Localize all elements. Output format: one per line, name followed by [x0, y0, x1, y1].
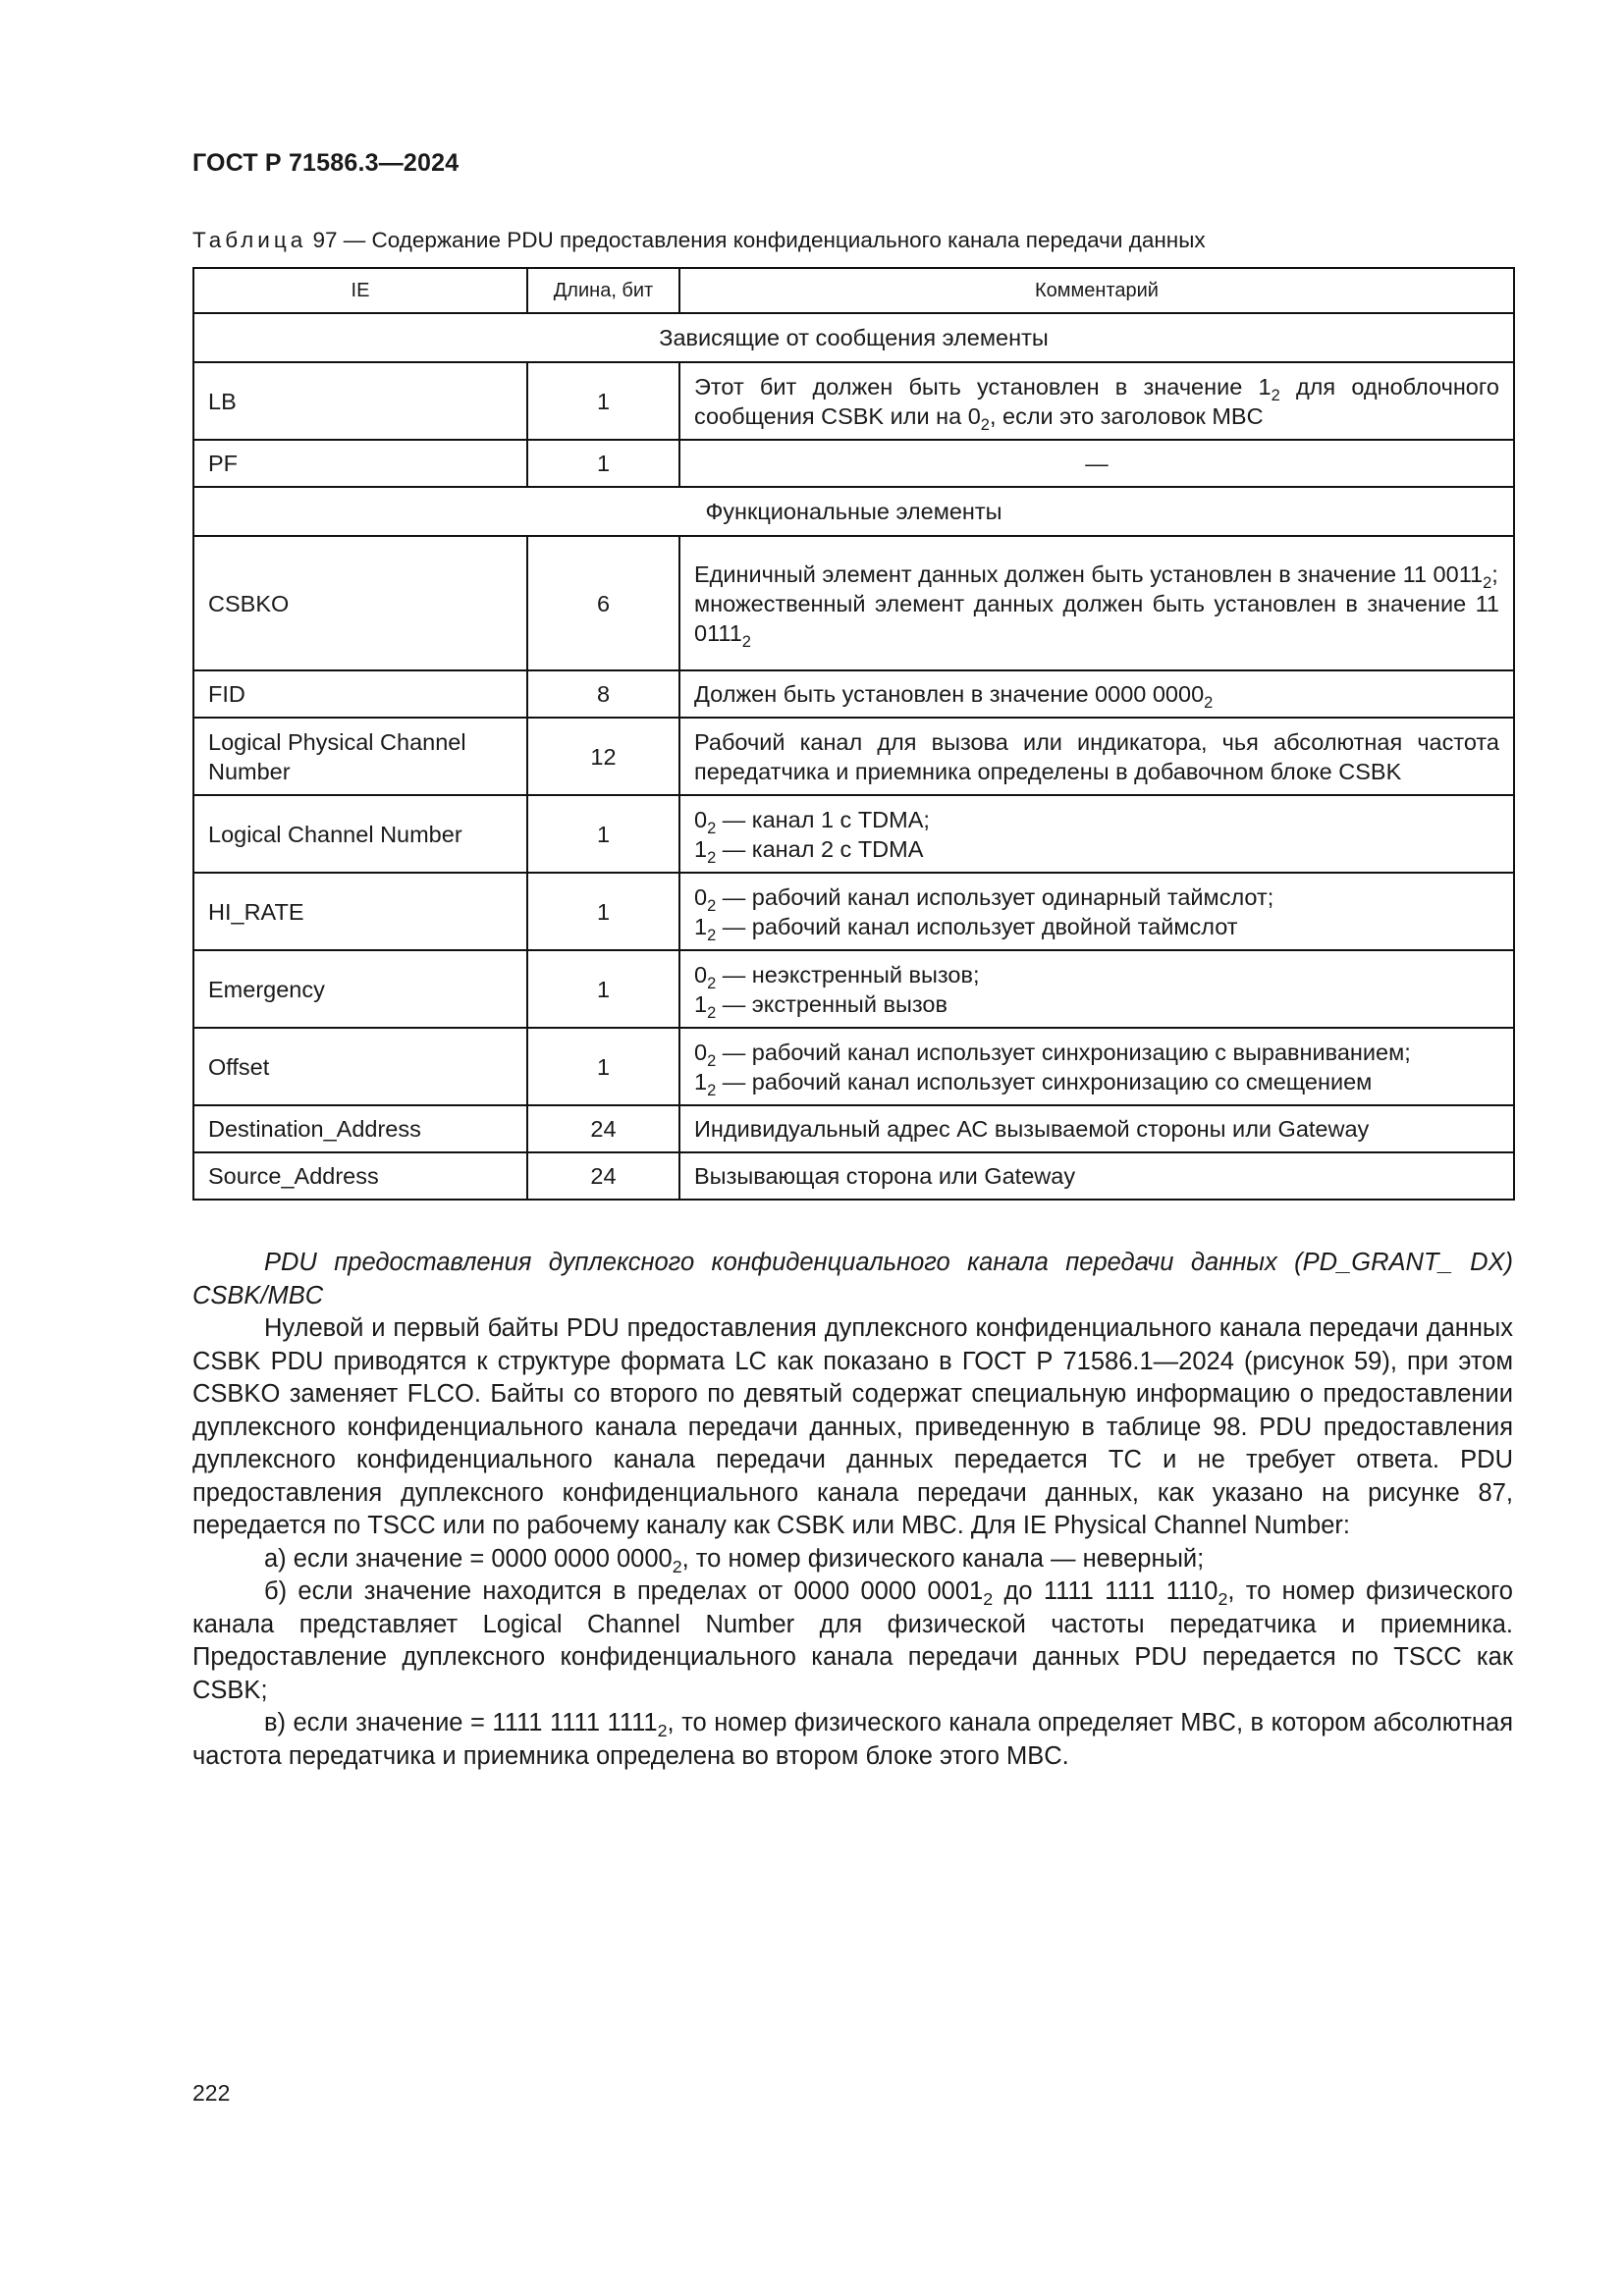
cell-comment: [679, 1028, 1514, 1105]
section-heading: PDU предоставления дуплексного конфиденциального канала передачи данных (PD_GRANT_ DX) CSBK/MBC: [192, 1249, 1513, 1309]
list-item-b: [192, 1575, 1513, 1707]
cell-comment: Рабочий канал для вызова или индикатора, чья абсолютная частота передатчика и приемника определены в добавочном блоке CSBK: [679, 718, 1514, 795]
comment-text: Единичный элемент данных должен быть установлен в значение 11 0011: [694, 561, 1484, 587]
list-text: в) если значение = 1111 1111 1111: [264, 1709, 658, 1736]
list-text: а) если значение = 0000 0000 0000: [264, 1544, 673, 1573]
subscript: 2: [707, 1081, 717, 1099]
cell-ie: Offset: [193, 1028, 527, 1105]
body-paragraph: Нулевой и первый байты PDU предоставления дуплексного конфиденциального канала передачи данных CSBK PDU приводятся к структуре формата LC как показано в ГОСТ Р 71586.1—2024 (рисунок 59), при этом CSBKO заменяет FLCO. Байты со второго по девятый содержат специальную информацию о предоставлении дуплексного конфиденциального канала передачи данных, приведенную в таблице 98. PDU предоставления дуплексного конфиденциального канала передачи данных передается ТС и не требует ответа. PDU предоставления дуплексного конфиденциального канала передачи данных, как указано на рисунке 87, передается по TSCC или по рабочему каналу как CSBK или MBC. Для IE Physical Channel Number:: [192, 1314, 1513, 1539]
table-row: [193, 362, 1514, 440]
comment-text: — рабочий канал использует синхронизацию со смещением: [716, 1068, 1373, 1095]
table-row: [193, 795, 1514, 873]
bit-value: 0: [694, 806, 708, 832]
subscript: 2: [1218, 1589, 1228, 1610]
subscript: 2: [1483, 573, 1492, 592]
list-text: , то номер физического канала — неверный;: [681, 1544, 1205, 1573]
cell-ie: Emergency: [193, 950, 527, 1028]
cell-length: 1: [527, 440, 679, 487]
subscript: 2: [707, 848, 717, 867]
cell-comment: —: [679, 440, 1514, 487]
table-row: [193, 440, 1514, 487]
column-header-comment: Комментарий: [679, 268, 1514, 313]
cell-comment: Индивидуальный адрес АС вызываемой стороны или Gateway: [679, 1105, 1514, 1152]
list-text: до 1111 1111 1110: [993, 1577, 1218, 1605]
table-row: [193, 1105, 1514, 1152]
subscript: 2: [707, 1051, 717, 1070]
cell-length: 6: [527, 536, 679, 670]
table-caption-text: 97 — Содержание PDU предоставления конфиденциального канала передачи данных: [306, 228, 1206, 252]
body-text: [192, 1247, 1513, 1773]
bit-value: 0: [694, 961, 708, 988]
comment-text: — рабочий канал использует синхронизацию с выравниванием;: [716, 1039, 1411, 1065]
comment-text: Должен быть установлен в значение 0000 0000: [694, 681, 1205, 707]
comment-text: для одноблочного сообщения CSBK или на 0: [694, 373, 1499, 429]
comment-line: [694, 1038, 1499, 1070]
cell-comment: [679, 795, 1514, 873]
list-item-c: [192, 1707, 1513, 1773]
cell-length: 12: [527, 718, 679, 795]
cell-length: 1: [527, 950, 679, 1028]
list-text: , то номер физического канала определяет MBC, в котором абсолютная частота передатчика и приемника определена во втором блоке этого MBC.: [192, 1709, 1514, 1770]
table-row: [193, 950, 1514, 1028]
table-row: [193, 670, 1514, 718]
list-text: , то номер физического канала представляет Logical Channel Number для физической частоты передатчика и приемника. Предоставление дуплексного конфиденциального канала передачи данных PDU передается по TSCC как CSBK;: [192, 1577, 1513, 1704]
cell-comment: [679, 950, 1514, 1028]
subscript: 2: [707, 896, 717, 915]
comment-text: — неэкстренный вызов;: [716, 961, 980, 988]
cell-length: 1: [527, 1028, 679, 1105]
cell-length: 8: [527, 670, 679, 718]
comment-text: — экстренный вызов: [716, 990, 947, 1017]
section-functional: Функциональные элементы: [193, 487, 1514, 536]
comment-line: [694, 882, 1499, 915]
subscript: 2: [707, 1003, 717, 1022]
comment-text: — рабочий канал использует одинарный таймслот;: [716, 883, 1274, 910]
table-header-row: [193, 268, 1514, 313]
comment-line: [694, 960, 1499, 992]
bit-value: 0: [694, 883, 708, 910]
page-number: 222: [192, 2080, 231, 2106]
cell-ie: FID: [193, 670, 527, 718]
section-row: [193, 313, 1514, 362]
table-row: [193, 718, 1514, 795]
subscript: 2: [707, 974, 717, 992]
subscript: 2: [983, 1589, 994, 1610]
comment-text: — канал 1 с TDMA;: [716, 806, 930, 832]
document-header: ГОСТ Р 71586.3—2024: [192, 149, 460, 177]
cell-comment: [679, 362, 1514, 440]
cell-ie: HI_RATE: [193, 873, 527, 950]
comment-text: множественный элемент данных должен быть установлен в значение 11 0111: [694, 590, 1499, 646]
subscript: 2: [657, 1721, 668, 1741]
cell-ie: PF: [193, 440, 527, 487]
comment-text: — рабочий канал использует двойной таймслот: [716, 913, 1238, 939]
cell-comment: [679, 536, 1514, 670]
cell-ie: Logical Physical Channel Number: [193, 718, 527, 795]
table-row: [193, 873, 1514, 950]
section-message-dependent: Зависящие от сообщения элементы: [193, 313, 1514, 362]
comment-line: [694, 1067, 1499, 1099]
cell-comment: [679, 670, 1514, 718]
table-row: [193, 536, 1514, 670]
comment-text: , если это заголовок MBC: [989, 402, 1264, 429]
cell-ie: LB: [193, 362, 527, 440]
bit-value: 0: [694, 1039, 708, 1065]
cell-length: 1: [527, 873, 679, 950]
list-text: б) если значение находится в пределах от 0000 0000 0001: [264, 1577, 984, 1605]
bit-value: 1: [694, 835, 708, 862]
comment-line: [694, 989, 1499, 1022]
subscript: 2: [1204, 693, 1214, 712]
pdu-content-table: [192, 267, 1515, 1201]
comment-line: [694, 834, 1499, 867]
table-caption-prefix: Таблица: [192, 228, 307, 252]
comment-text: — канал 2 с TDMA: [716, 835, 924, 862]
subscript: 2: [707, 926, 717, 944]
cell-comment: [679, 873, 1514, 950]
subscript: 2: [980, 415, 990, 434]
list-item-a: [192, 1543, 1513, 1576]
cell-ie: Destination_Address: [193, 1105, 527, 1152]
table-row: [193, 1152, 1514, 1200]
bit-value: 1: [694, 990, 708, 1017]
cell-length: 1: [527, 795, 679, 873]
cell-length: 24: [527, 1105, 679, 1152]
cell-ie: CSBKO: [193, 536, 527, 670]
cell-comment: Вызывающая сторона или Gateway: [679, 1152, 1514, 1200]
bit-value: 1: [694, 913, 708, 939]
table-caption: [192, 228, 1206, 253]
column-header-length: Длина, бит: [527, 268, 679, 313]
cell-ie: Logical Channel Number: [193, 795, 527, 873]
comment-line: [694, 805, 1499, 837]
subscript: 2: [741, 632, 751, 651]
column-header-ie: IE: [193, 268, 527, 313]
table-row: [193, 1028, 1514, 1105]
comment-text: Этот бит должен быть установлен в значение 1: [694, 373, 1272, 400]
cell-length: 24: [527, 1152, 679, 1200]
subscript: 2: [707, 819, 717, 837]
subscript: 2: [672, 1556, 682, 1576]
subscript: 2: [1271, 386, 1280, 404]
comment-text: ;: [1491, 561, 1498, 587]
section-row: [193, 487, 1514, 536]
cell-length: 1: [527, 362, 679, 440]
cell-ie: Source_Address: [193, 1152, 527, 1200]
comment-line: [694, 912, 1499, 944]
bit-value: 1: [694, 1068, 708, 1095]
